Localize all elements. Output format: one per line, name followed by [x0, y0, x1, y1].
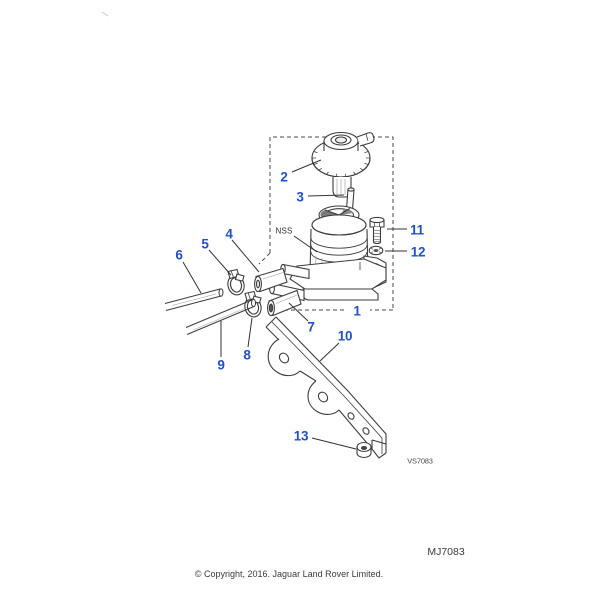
callout-10[interactable]: 10 [337, 328, 353, 344]
pipe-6-part [165, 289, 223, 311]
figure-code: MJ7083 [427, 546, 465, 558]
callout-2[interactable]: 2 [280, 169, 288, 185]
callout-11[interactable]: 11 [410, 222, 424, 238]
callout-6[interactable]: 6 [175, 247, 183, 263]
callout-13[interactable]: 13 [293, 428, 309, 444]
washer-part [369, 246, 383, 254]
bolt-part [370, 217, 384, 243]
callout-8[interactable]: 8 [243, 347, 251, 363]
callout-12[interactable]: 12 [410, 244, 426, 260]
bracket-part [266, 317, 386, 458]
stray-mark [102, 12, 108, 16]
callout-5[interactable]: 5 [201, 236, 209, 252]
filler-cap-part [312, 133, 374, 198]
nss-label: NSS [275, 226, 293, 236]
callout-4[interactable]: 4 [225, 226, 233, 242]
drawing-code: VS7083 [407, 456, 433, 466]
clamp-5-part [226, 270, 246, 297]
callout-3[interactable]: 3 [296, 189, 304, 205]
callout-1[interactable]: 1 [353, 303, 361, 319]
callout-7[interactable]: 7 [307, 319, 315, 335]
callout-9[interactable]: 9 [217, 357, 225, 373]
grommet-part [357, 443, 371, 458]
copyright-line: © Copyright, 2016. Jaguar Land Rover Limited. [194, 569, 384, 579]
